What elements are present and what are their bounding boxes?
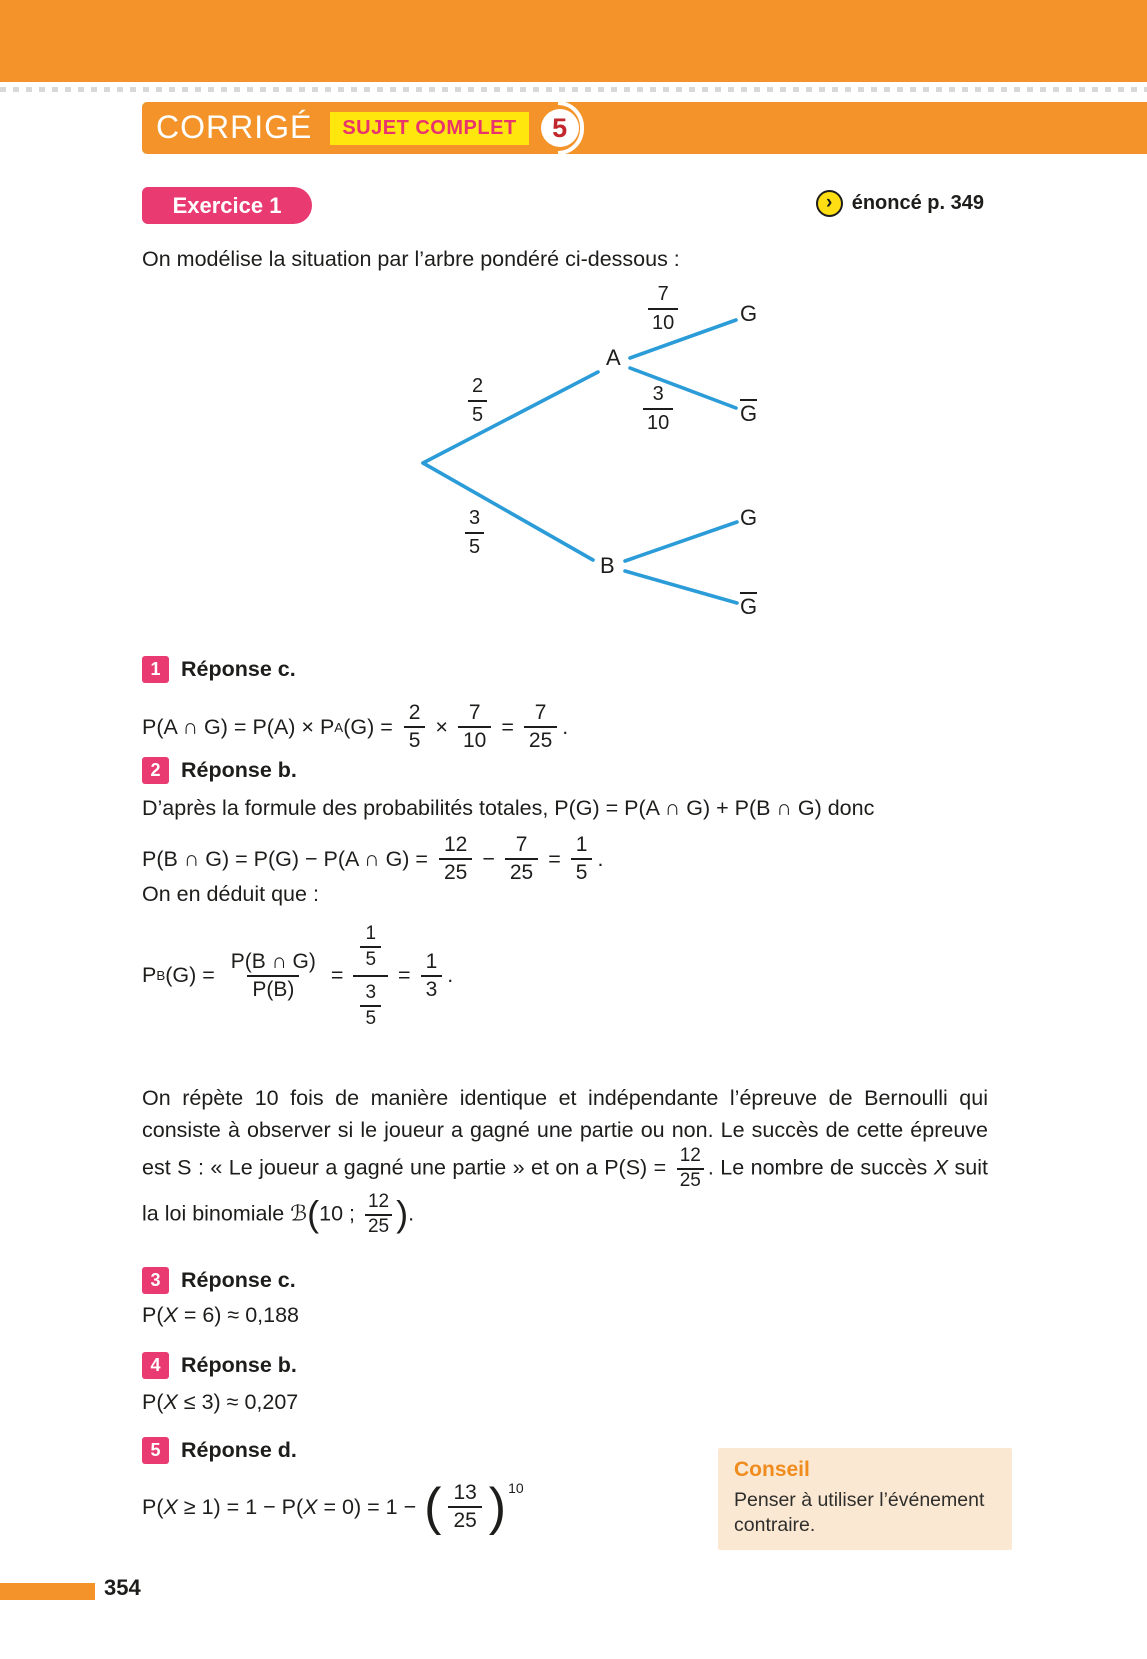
variable-x: X — [163, 1494, 178, 1519]
variable-x: X — [303, 1494, 318, 1519]
fraction: $\frac{7}{25}$ — [524, 700, 557, 754]
fraction: $\frac{1}{5}$ — [571, 832, 593, 886]
answer-2-header — [142, 757, 297, 784]
fraction: $\frac{7}{10}$ — [458, 700, 491, 754]
branch-fraction-root-a: $\frac{2}{5}$ — [468, 375, 487, 427]
fraction: $\frac{7}{25}$ — [505, 832, 538, 886]
formula-q3: P( X = 6) ≈ 0,188 — [142, 1303, 300, 1327]
fraction: $\frac{3}{5}$ — [360, 981, 381, 1031]
corrige-title: CORRIGÉ — [156, 108, 313, 145]
node-label-b: B — [600, 553, 615, 578]
answer-4-number-badge: 4 — [142, 1352, 169, 1379]
fraction: $\frac{12}{25}$ — [365, 1192, 392, 1238]
intro-text: On modélise la situation par l’arbre pondéré ci-dessous : — [142, 247, 680, 271]
answer-2-number-badge: 2 — [142, 757, 169, 784]
conseil-title: Conseil — [734, 1458, 810, 1481]
fraction: $\frac{2}{5}$ — [404, 700, 426, 754]
fraction: $\frac{1}{5}$ — [360, 922, 381, 972]
footer-orange-bar — [0, 1583, 95, 1600]
answer-5-header — [142, 1437, 297, 1464]
sujet-complet-badge: SUJET COMPLET — [330, 112, 528, 145]
fraction: $\frac{13}{25}$ — [448, 1480, 481, 1534]
answer-4-label: Réponse b. — [181, 1353, 297, 1377]
answer-2-label: Réponse b. — [181, 758, 297, 782]
answer-1-header — [142, 656, 296, 683]
fraction: $\frac{12}{25}$ — [677, 1146, 704, 1192]
answer-1-number-badge: 1 — [142, 656, 169, 683]
leaf-label-gbar-bottom: G — [740, 594, 758, 619]
conseil-box — [718, 1448, 1012, 1550]
enonce-ref-label: énoncé p. 349 — [851, 192, 984, 214]
nested-fraction — [353, 918, 388, 1033]
leaf-label-g-bottom: G — [740, 505, 758, 530]
answer-3-header — [142, 1267, 296, 1294]
answer-1-label: Réponse c. — [181, 657, 296, 681]
open-paren: ( — [424, 1478, 442, 1537]
bernoulli-paragraph: On répète 10 fois de manière identique et indépendante l’épreuve de Bernoulli qui consiste à observer si le joueur a gagné une partie ou non. Le succès de cette épreuve est S : « Le joueur a gagné une partie » et on a P(S) = $\frac{12}{25}$ . Le nombre de succès X suit la loi binomiale ℬ(10 ; $\frac{12}{25}$ ). — [142, 1085, 989, 1237]
page-number: 354 — [104, 1575, 141, 1600]
answer-5-number-badge: 5 — [142, 1437, 169, 1464]
formula-q4: P( X ≤ 3) ≈ 0,207 — [142, 1390, 299, 1414]
top-orange-band — [0, 0, 1147, 82]
variable-x: X — [163, 1390, 178, 1414]
answer-5-label: Réponse d. — [181, 1438, 297, 1462]
branch-fraction-root-b: $\frac{3}{5}$ — [465, 507, 484, 559]
tree-lines — [380, 275, 780, 620]
fraction: $\frac{1}{3}$ — [421, 949, 443, 1003]
close-paren: ) — [488, 1478, 507, 1537]
answer-3-label: Réponse c. — [181, 1268, 296, 1292]
probability-tree-diagram — [380, 275, 780, 620]
totales-sentence: D’après la formule des probabilités totales, P(G) = P(A ∩ G) + P(B ∩ G) donc — [142, 796, 875, 820]
leaf-label-g-top: G — [740, 301, 758, 326]
exercice-badge: Exercice 1 — [142, 187, 312, 224]
branch-fraction-a-g: $\frac{7}{10}$ — [648, 283, 678, 335]
script-b-symbol: ℬ — [290, 1201, 308, 1227]
branch-fraction-a-gbar: $\frac{3}{10}$ — [643, 383, 673, 435]
subscript-a: A — [334, 719, 344, 735]
answer-4-header — [142, 1352, 297, 1379]
conseil-body: Penser à utiliser l’événement contraire. — [734, 1489, 985, 1536]
fraction-ratio: $\frac{P(B \cap G)}{P(B)}$ — [226, 949, 321, 1003]
open-paren: ( — [307, 1193, 320, 1235]
formula-q5: P( X ≥ 1) = 1 − P( X = 0) = 1 − ( $\frac{13}{25}$ ) $^{10}$ — [142, 1478, 524, 1537]
deduit-sentence: On en déduit que : — [142, 882, 319, 906]
close-paren: ) — [396, 1193, 409, 1235]
perforation-line — [0, 87, 1147, 92]
node-label-a: A — [606, 345, 621, 370]
variable-x: X — [163, 1303, 178, 1327]
formula-q2: P(B ∩ G) = P(G) − P(A ∩ G) = $\frac{12}{25}$ − $\frac{7}{25}$ = $\frac{1}{5}$ . — [142, 832, 603, 886]
leaf-label-gbar-top: G — [740, 401, 758, 426]
formula-q1: P(A ∩ G) = P(A) × P A (G) = $\frac{2}{5}$ × $\frac{7}{10}$ = $\frac{7}{25}$ . — [142, 700, 568, 754]
subscript-b: B — [156, 968, 166, 984]
sujet-number-circle: 5 — [541, 109, 579, 147]
formula-conditional: P B (G) = $\frac{P(B \cap G)}{P(B)}$ = $\frac{\frac{1}{5}}{\frac{3}{5}}$ = $\frac{1}{3}$ . — [142, 918, 453, 1033]
answer-3-number-badge: 3 — [142, 1267, 169, 1294]
fraction: $\frac{12}{25}$ — [439, 832, 472, 886]
corrige-header-bar — [142, 102, 1147, 154]
chevron-circle-icon: › — [816, 190, 843, 217]
enonce-reference — [816, 190, 984, 217]
variable-x: X — [933, 1155, 949, 1180]
exponent: 10 — [508, 1480, 524, 1496]
